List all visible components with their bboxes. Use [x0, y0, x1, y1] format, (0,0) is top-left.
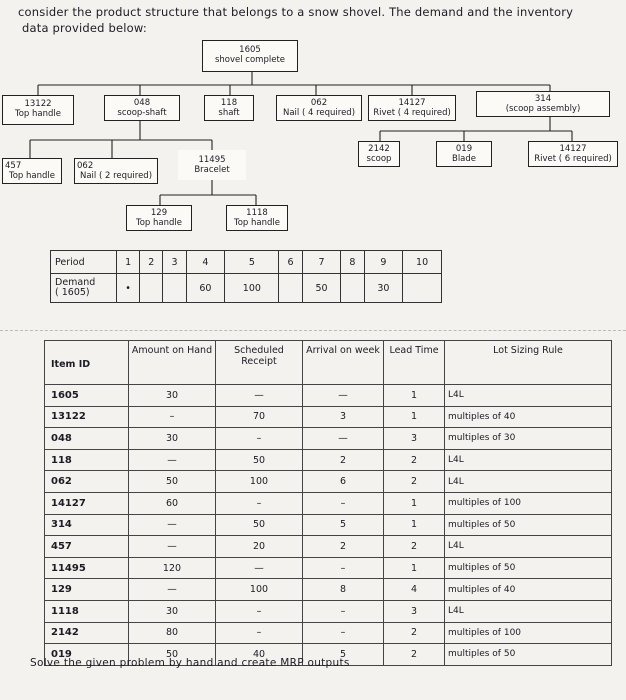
- node-name: shovel complete: [214, 55, 286, 65]
- lot-sizing-rule-cell: L4L: [445, 449, 612, 471]
- tree-node-019: [436, 141, 492, 167]
- node-name: (scoop assembly): [505, 104, 581, 114]
- scheduled-receipt-cell: 100: [216, 579, 303, 601]
- node-id: 048: [133, 98, 151, 108]
- node-name: Top handle: [14, 109, 61, 119]
- lead-time-cell: 1: [384, 492, 445, 514]
- lead-time-cell: 2: [384, 536, 445, 558]
- node-name: Bracelet: [194, 165, 230, 175]
- lead-time-cell: 2: [384, 644, 445, 666]
- header-item-id: Item ID: [45, 341, 129, 385]
- demand-label: [51, 274, 117, 303]
- node-name: scoop: [366, 154, 392, 164]
- node-id: 129: [150, 208, 168, 218]
- lead-time-cell: 1: [384, 514, 445, 536]
- demand-cell: [341, 274, 364, 303]
- amount-on-hand-cell: 120: [129, 557, 216, 579]
- tree-node-14127-sub: [528, 141, 618, 167]
- table-row: [45, 579, 612, 601]
- demand-cell: 60: [186, 274, 225, 303]
- node-id: 062: [77, 161, 94, 171]
- header-scheduled-receipt: Scheduled Receipt: [216, 341, 303, 385]
- lot-sizing-rule-cell: L4L: [445, 385, 612, 407]
- table-row: [45, 492, 612, 514]
- table-row: [45, 406, 612, 428]
- lead-time-cell: 2: [384, 471, 445, 493]
- scheduled-receipt-cell: —: [216, 557, 303, 579]
- amount-on-hand-cell: 80: [129, 622, 216, 644]
- lead-time-cell: 3: [384, 600, 445, 622]
- scheduled-receipt-cell: 20: [216, 536, 303, 558]
- node-name: scoop-shaft: [117, 108, 167, 118]
- tree-connectors: [0, 0, 626, 260]
- demand-table: [50, 250, 442, 303]
- amount-on-hand-cell: —: [129, 449, 216, 471]
- node-id: 118: [220, 98, 238, 108]
- item-id-cell: 13122: [45, 406, 129, 428]
- item-id-cell: 11495: [45, 557, 129, 579]
- scheduled-receipt-cell: –: [216, 622, 303, 644]
- tree-node-129: [126, 205, 192, 231]
- tree-node-314: [476, 91, 610, 117]
- lead-time-cell: 1: [384, 385, 445, 407]
- scheduled-receipt-cell: –: [216, 428, 303, 450]
- item-id-cell: 019: [45, 644, 129, 666]
- demand-label-line: Demand: [55, 277, 96, 288]
- lead-time-cell: 1: [384, 557, 445, 579]
- lot-sizing-rule-cell: L4L: [445, 536, 612, 558]
- tree-node-118: [204, 95, 254, 121]
- arrival-week-cell: 2: [303, 536, 384, 558]
- intro-line-1: consider the product structure that belongs to a snow shovel. The demand and the inventory: [18, 5, 574, 19]
- demand-label-line: ( 1605): [55, 287, 90, 298]
- amount-on-hand-cell: 30: [129, 428, 216, 450]
- period-cell: 7: [302, 251, 341, 274]
- lot-sizing-rule-cell: multiples of 50: [445, 514, 612, 536]
- period-cell: 6: [279, 251, 302, 274]
- amount-on-hand-cell: —: [129, 579, 216, 601]
- header-lead-time: Lead Time: [384, 341, 445, 385]
- tree-node-2142: [358, 141, 400, 167]
- problem-instruction: Solve the given problem by hand and create MRP outputs: [30, 657, 350, 669]
- tree-node-062: [276, 95, 362, 121]
- node-id: 019: [455, 144, 473, 154]
- period-cell: 9: [364, 251, 403, 274]
- period-cell: 8: [341, 251, 364, 274]
- period-cell: 1: [117, 251, 140, 274]
- arrival-week-cell: –: [303, 600, 384, 622]
- item-id-cell: 457: [45, 536, 129, 558]
- arrival-week-cell: —: [303, 428, 384, 450]
- tree-node-root: [202, 40, 298, 72]
- lead-time-cell: 1: [384, 406, 445, 428]
- header-lot-sizing-rule: Lot Sizing Rule: [445, 341, 612, 385]
- node-name: Top handle: [8, 171, 55, 181]
- arrival-week-cell: 2: [303, 449, 384, 471]
- table-row: [45, 622, 612, 644]
- node-name: Nail ( 2 required): [79, 171, 153, 181]
- arrival-week-cell: –: [303, 492, 384, 514]
- node-id: 2142: [368, 144, 390, 154]
- arrival-week-cell: –: [303, 622, 384, 644]
- node-name: Top handle: [135, 218, 182, 228]
- table-row: [45, 385, 612, 407]
- lead-time-cell: 3: [384, 428, 445, 450]
- period-row: [51, 251, 442, 274]
- amount-on-hand-cell: 50: [129, 644, 216, 666]
- demand-cell: [403, 274, 442, 303]
- lot-sizing-rule-cell: L4L: [445, 600, 612, 622]
- table-row: [45, 471, 612, 493]
- item-id-cell: 048: [45, 428, 129, 450]
- scheduled-receipt-cell: –: [216, 492, 303, 514]
- arrival-week-cell: 5: [303, 514, 384, 536]
- table-row: [45, 449, 612, 471]
- scheduled-receipt-cell: —: [216, 385, 303, 407]
- inventory-table: [44, 340, 612, 666]
- item-id-cell: 1118: [45, 600, 129, 622]
- scheduled-receipt-cell: 40: [216, 644, 303, 666]
- scheduled-receipt-cell: 50: [216, 449, 303, 471]
- arrival-week-cell: 8: [303, 579, 384, 601]
- period-cell: 4: [186, 251, 225, 274]
- tree-node-062-sub: [74, 158, 158, 184]
- inventory-header-row: [45, 341, 612, 385]
- arrival-week-cell: 5: [303, 644, 384, 666]
- lot-sizing-rule-cell: L4L: [445, 471, 612, 493]
- demand-cell: [140, 274, 163, 303]
- lot-sizing-rule-cell: multiples of 40: [445, 406, 612, 428]
- amount-on-hand-cell: —: [129, 514, 216, 536]
- header-amount-on-hand: Amount on Hand: [129, 341, 216, 385]
- item-id-cell: 2142: [45, 622, 129, 644]
- lot-sizing-rule-cell: multiples of 40: [445, 579, 612, 601]
- page-divider: [0, 330, 626, 332]
- demand-cell: 50: [302, 274, 341, 303]
- scheduled-receipt-cell: 100: [216, 471, 303, 493]
- node-id: 062: [310, 98, 328, 108]
- item-id-cell: 1605: [45, 385, 129, 407]
- table-row: [45, 600, 612, 622]
- node-id: 14127: [398, 98, 426, 108]
- node-id: 14127: [559, 144, 587, 154]
- lot-sizing-rule-cell: multiples of 100: [445, 492, 612, 514]
- node-id: 1118: [246, 208, 268, 218]
- tree-node-1118: [226, 205, 288, 231]
- node-id: 314: [534, 94, 552, 104]
- amount-on-hand-cell: 30: [129, 385, 216, 407]
- demand-row: [51, 274, 442, 303]
- lead-time-cell: 2: [384, 622, 445, 644]
- scheduled-receipt-cell: 50: [216, 514, 303, 536]
- amount-on-hand-cell: 60: [129, 492, 216, 514]
- node-name: Rivet ( 4 required): [373, 108, 451, 118]
- table-row: [45, 428, 612, 450]
- scheduled-receipt-cell: 70: [216, 406, 303, 428]
- tree-node-13122: [2, 95, 74, 125]
- node-name: Blade: [451, 154, 477, 164]
- period-label: Period: [51, 251, 117, 274]
- intro-line-2: data provided below:: [22, 21, 147, 35]
- demand-cell: 100: [225, 274, 279, 303]
- tree-node-11495: [178, 150, 246, 180]
- demand-cell: 30: [364, 274, 403, 303]
- period-cell: 2: [140, 251, 163, 274]
- tree-node-048: [104, 95, 180, 121]
- lot-sizing-rule-cell: multiples of 50: [445, 557, 612, 579]
- item-id-cell: 118: [45, 449, 129, 471]
- node-name: Rivet ( 6 required): [534, 154, 612, 164]
- item-id-cell: 129: [45, 579, 129, 601]
- tree-node-14127: [368, 95, 456, 121]
- lot-sizing-rule-cell: multiples of 100: [445, 622, 612, 644]
- arrival-week-cell: –: [303, 557, 384, 579]
- item-id-cell: 314: [45, 514, 129, 536]
- amount-on-hand-cell: –: [129, 406, 216, 428]
- amount-on-hand-cell: 30: [129, 600, 216, 622]
- node-id: 457: [5, 161, 22, 171]
- item-id-cell: 14127: [45, 492, 129, 514]
- arrival-week-cell: 3: [303, 406, 384, 428]
- amount-on-hand-cell: —: [129, 536, 216, 558]
- table-row: [45, 536, 612, 558]
- tree-node-457: [2, 158, 62, 184]
- lead-time-cell: 2: [384, 449, 445, 471]
- lot-sizing-rule-cell: multiples of 30: [445, 428, 612, 450]
- demand-cell: [279, 274, 302, 303]
- period-cell: 10: [403, 251, 442, 274]
- node-name: Nail ( 4 required): [282, 108, 356, 118]
- scheduled-receipt-cell: –: [216, 600, 303, 622]
- node-name: shaft: [218, 108, 240, 118]
- lot-sizing-rule-cell: multiples of 50: [445, 644, 612, 666]
- table-row: [45, 514, 612, 536]
- lead-time-cell: 4: [384, 579, 445, 601]
- node-name: Top handle: [233, 218, 280, 228]
- demand-cell: •: [117, 274, 140, 303]
- arrival-week-cell: 6: [303, 471, 384, 493]
- amount-on-hand-cell: 50: [129, 471, 216, 493]
- demand-cell: [163, 274, 186, 303]
- table-row: [45, 557, 612, 579]
- header-arrival-week: Arrival on week: [303, 341, 384, 385]
- period-cell: 5: [225, 251, 279, 274]
- node-id: 11495: [198, 155, 226, 165]
- item-id-cell: 062: [45, 471, 129, 493]
- node-id: 13122: [24, 99, 52, 109]
- node-id: 1605: [239, 45, 261, 55]
- period-cell: 3: [163, 251, 186, 274]
- arrival-week-cell: —: [303, 385, 384, 407]
